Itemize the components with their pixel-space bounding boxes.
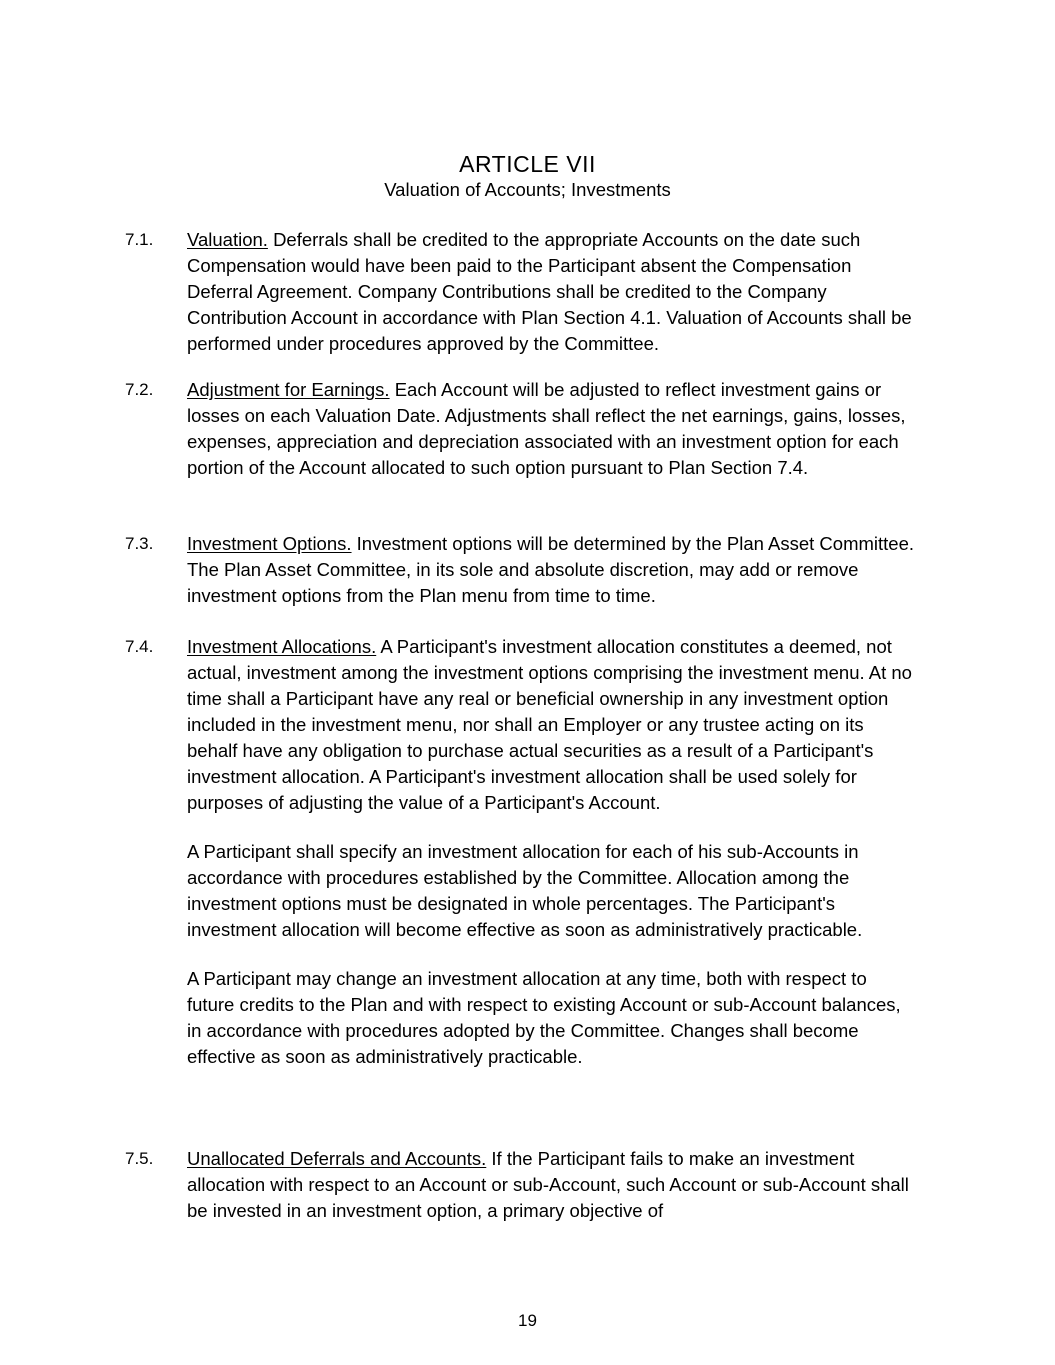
section-text: A Participant's investment allocation constitutes a deemed, not actual, investment among the investment options comprising the investment menu. At no time shall a Participant have any real or beneficial ownership in any investment option included in the investment menu, nor shall an Employer or any trustee acting on its behalf have any obligation to purchase actual securities as a result of a Participant's investment allocation. A Participant's investment allocation shall be used solely for purposes of adjusting the value of a Participant's Account. [187,636,912,813]
section-paragraph [187,634,917,816]
section-text: If the Participant fails to make an investment allocation with respect to an Account or sub-Account, such Account or sub-Account shall be invested in an investment option, a primary objective of [187,1148,909,1221]
section-number: 7.4. [125,637,154,656]
section-number: 7.2. [125,380,154,399]
article-header [0,150,1055,202]
section-paragraph [187,227,917,357]
section-number: 7.5. [125,1149,154,1168]
section-paragraph: A Participant may change an investment allocation at any time, both with respect to future credits to the Plan and with respect to existing Account or sub-Account balances, in accordance with procedures adopted by the Committee. Changes shall become effective as soon as administratively practicable. [187,968,901,1067]
section-number: 7.1. [125,230,154,249]
article-title: ARTICLE VII [459,151,596,177]
section-heading: Investment Options. [187,533,352,554]
section-text: Deferrals shall be credited to the appropriate Accounts on the date such Compensation would have been paid to the Participant absent the Compensation Deferral Agreement. Company Contributions shall be credited to the Company Contribution Account in accordance with Plan Section 4.1. Valuation of Accounts shall be performed under procedures approved by the Committee. [187,229,912,354]
article-subtitle: Valuation of Accounts; Investments [384,179,671,200]
section-paragraph [187,531,917,609]
section-body [187,634,917,1070]
section-paragraph [187,1146,917,1224]
page-number: 19 [518,1311,537,1330]
section-heading: Investment Allocations. [187,636,377,657]
section-heading: Valuation. [187,229,268,250]
section-heading: Unallocated Deferrals and Accounts. [187,1148,487,1169]
section-body [187,227,917,357]
section-paragraph: A Participant shall specify an investment allocation for each of his sub-Accounts in accordance with procedures established by the Committee. Allocation among the investment options must be designated in whole percentages. The Participant's investment allocation will become effective as soon as administratively practicable. [187,841,863,940]
section-heading: Adjustment for Earnings. [187,379,390,400]
section-body [187,377,917,481]
section-text: Each Account will be adjusted to reflect investment gains or losses on each Valuation Date. Adjustments shall reflect the net earnings, gains, losses, expenses, appreciation and depreciation associated with an investment option for each portion of the Account allocated to such option pursuant to Plan Section 7.4. [187,379,906,478]
section-number: 7.3. [125,534,154,553]
section-paragraph [187,377,917,481]
section-body [187,531,917,609]
section-text: Investment options will be determined by the Plan Asset Committee. The Plan Asset Committee, in its sole and absolute discretion, may add or remove investment options from the Plan menu from time to time. [187,533,915,606]
section-body [187,1146,917,1224]
